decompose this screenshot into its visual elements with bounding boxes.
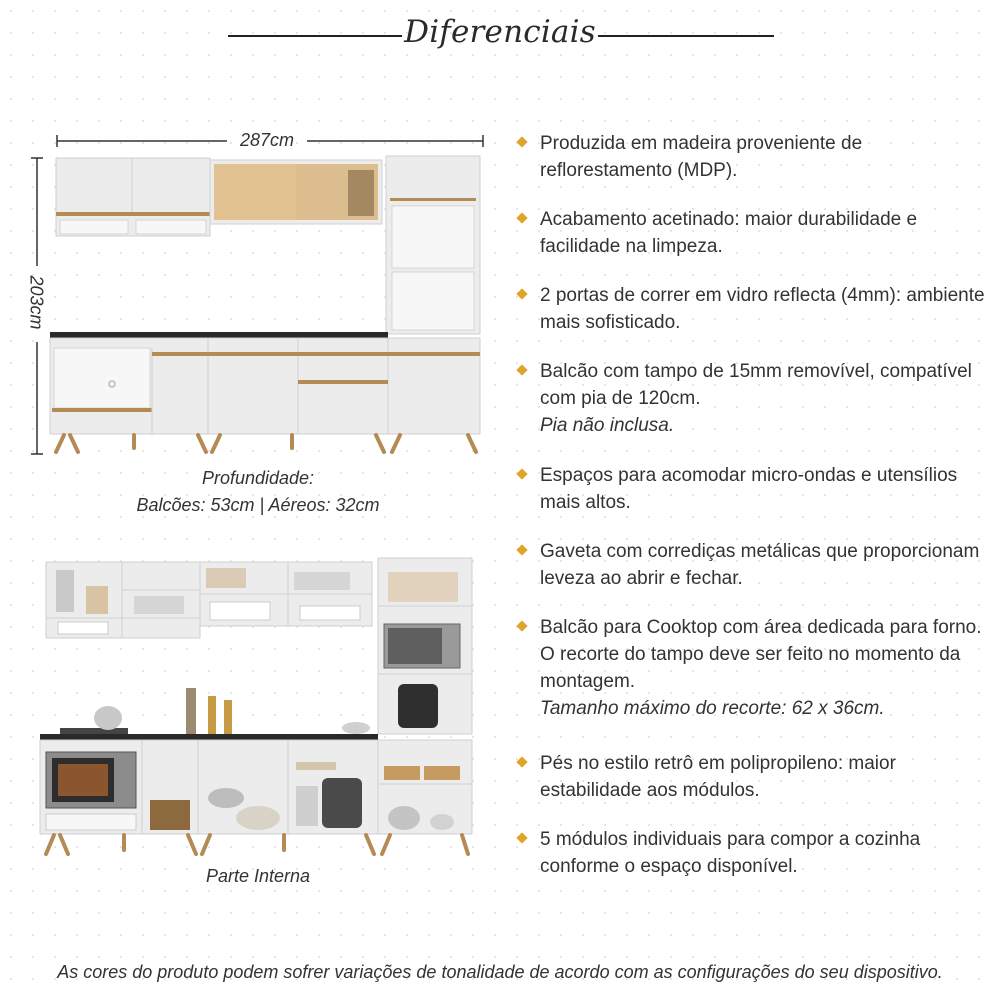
kitchen-exterior-illustration	[48, 152, 488, 457]
feature-text: Gaveta com corrediças metálicas que proporcionam leveza ao abrir e fechar.	[540, 541, 980, 589]
page-title: Diferenciais	[404, 14, 596, 50]
interior-caption: Parte Interna	[205, 866, 311, 886]
feature-item	[518, 614, 988, 750]
diamond-bullet-icon	[516, 136, 527, 147]
feature-text: 2 portas de correr em vidro reflecta (4mm): ambiente mais sofisticado.	[540, 285, 985, 333]
color-disclaimer: As cores do produto podem sofrer variações de tonalidade de acordo com as configurações do seu dispositivo.	[57, 962, 943, 982]
feature-text: Acabamento acetinado: maior durabilidade e facilidade na limpeza.	[540, 209, 918, 257]
diamond-bullet-icon	[516, 832, 527, 843]
width-label: 287cm	[240, 130, 295, 150]
diamond-bullet-icon	[516, 212, 527, 223]
diamond-bullet-icon	[516, 288, 527, 299]
feature-text: Balcão com tampo de 15mm removível, compatível com pia de 120cm.	[540, 361, 972, 409]
feature-item	[518, 130, 988, 206]
feature-item	[518, 826, 988, 886]
feature-list	[518, 130, 988, 886]
depth-heading: Profundidade:	[201, 468, 315, 488]
feature-text: Balcão para Cooktop com área dedicada para forno. O recorte do tampo deve ser feito no momento da montagem.	[540, 617, 982, 692]
feature-text: Pés no estilo retrô em polipropileno: maior estabilidade aos módulos.	[540, 753, 896, 801]
section-header	[0, 14, 1000, 58]
diamond-bullet-icon	[516, 756, 527, 767]
feature-note: Tamanho máximo do recorte: 62 x 36cm.	[540, 698, 885, 719]
feature-item	[518, 206, 988, 282]
diamond-bullet-icon	[516, 544, 527, 555]
feature-item	[518, 282, 988, 358]
feature-text: Espaços para acomodar micro-ondas e utensílios mais altos.	[540, 465, 958, 513]
feature-note: Pia não inclusa.	[540, 415, 675, 436]
diamond-bullet-icon	[516, 620, 527, 631]
feature-item	[518, 750, 988, 826]
kitchen-interior-illustration	[38, 556, 478, 861]
feature-item	[518, 462, 988, 538]
feature-text: 5 módulos individuais para compor a cozinha conforme o espaço disponível.	[540, 829, 921, 877]
depth-values: Balcões: 53cm | Aéreos: 32cm	[136, 495, 380, 515]
diamond-bullet-icon	[516, 364, 527, 375]
height-label: 203cm	[26, 275, 47, 330]
title-rule-left	[228, 35, 402, 37]
diamond-bullet-icon	[516, 468, 527, 479]
feature-item	[518, 538, 988, 614]
feature-text: Produzida em madeira proveniente de reflorestamento (MDP).	[540, 133, 863, 181]
title-rule-right	[598, 35, 774, 37]
feature-item	[518, 358, 988, 462]
